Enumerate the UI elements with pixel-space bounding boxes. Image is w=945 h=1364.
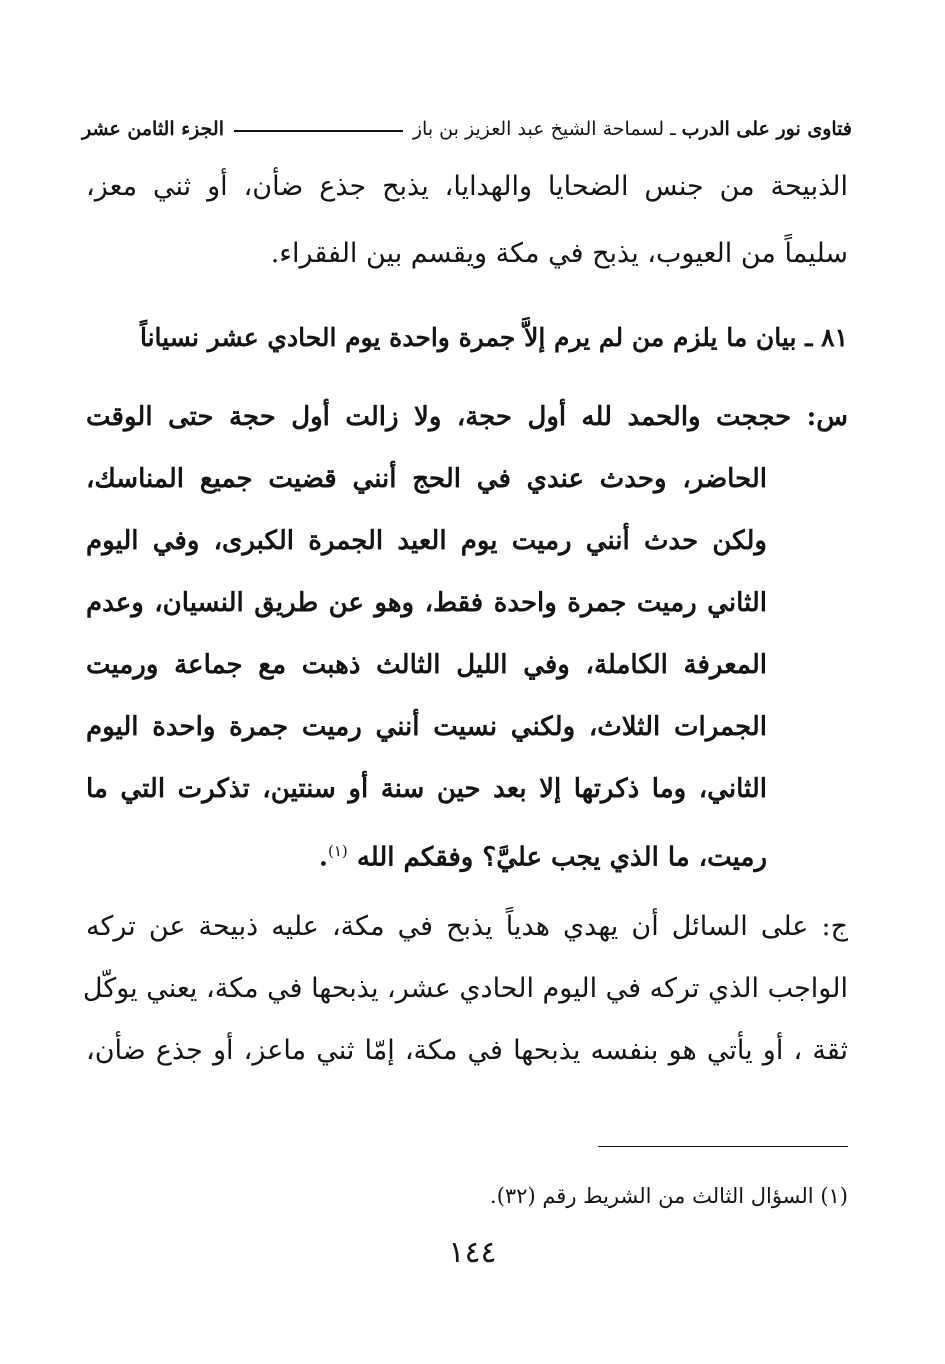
question-line-8 [319, 831, 767, 878]
question-line-8-text: رميت، ما الذي يجب عليَّ؟ وفقكم الله [356, 842, 767, 873]
question-line-7: الثاني، وما ذكرتها إلا بعد حين سنة أو سنتين، تذكرت التي ما [86, 774, 767, 804]
answer-line-2: الواجب الذي تركه في اليوم الحادي عشر، يذبحها في مكة، يعني يوكّل [82, 973, 848, 1004]
section-heading: ٨١ ـ بيان ما يلزم من لم يرم إلاَّ جمرة واحدة يوم الحادي عشر نسياناً [139, 323, 848, 352]
question-line-5: المعرفة الكاملة، وفي الليل الثالث ذهبت مع جماعة ورميت [86, 650, 767, 680]
question-line-6: الجمرات الثلاث، ولكني نسيت أنني رميت جمرة واحدة اليوم [86, 712, 767, 742]
book-author: لسماحة الشيخ عبد العزيز بن باز [412, 118, 665, 140]
question-line-3: ولكن حدث أنني رميت يوم العيد الجمرة الكبرى، وفي اليوم [86, 526, 767, 556]
answer-line-1: ج: على السائل أن يهدي هدياً يذبح في مكة، عليه ذبيحة عن تركه [86, 911, 848, 942]
intro-line-2: سليماً من العيوب، يذبح في مكة ويقسم بين الفقراء. [270, 238, 848, 269]
book-part: الجزء الثامن عشر [82, 118, 224, 140]
footnote: (١) السؤال الثالث من الشريط رقم (٣٢). [490, 1184, 848, 1208]
question-line-2: الحاضر، وحدث عندي في الحج أنني قضيت جميع المناسك، [86, 464, 767, 494]
answer-line-3: ثقة ، أو يأتي هو بنفسه يذبحها في مكة، إمّا ثني ماعز، أو جذع ضأن، [86, 1035, 848, 1066]
question-line-4: الثاني رميت جمرة واحدة فقط، وهو عن طريق النسيان، وعدم [86, 588, 767, 618]
book-title: فتاوى نور على الدرب [681, 118, 852, 140]
footnote-reference: (١) [327, 842, 348, 860]
footnote-rule [598, 1146, 848, 1147]
header-separator: ـ [670, 118, 676, 140]
intro-line-1: الذبيحة من جنس الضحايا والهدايا، يذبح جذع ضأن، أو ثني معز، [86, 171, 848, 202]
question-end-mark: . [318, 842, 328, 873]
page-number: ١٤٤ [448, 1235, 497, 1270]
running-header [82, 112, 852, 146]
question-line-1: س: حججت والحمد لله أول حجة، ولا زالت أول حجة حتى الوقت [86, 402, 848, 432]
header-rule [234, 130, 403, 132]
